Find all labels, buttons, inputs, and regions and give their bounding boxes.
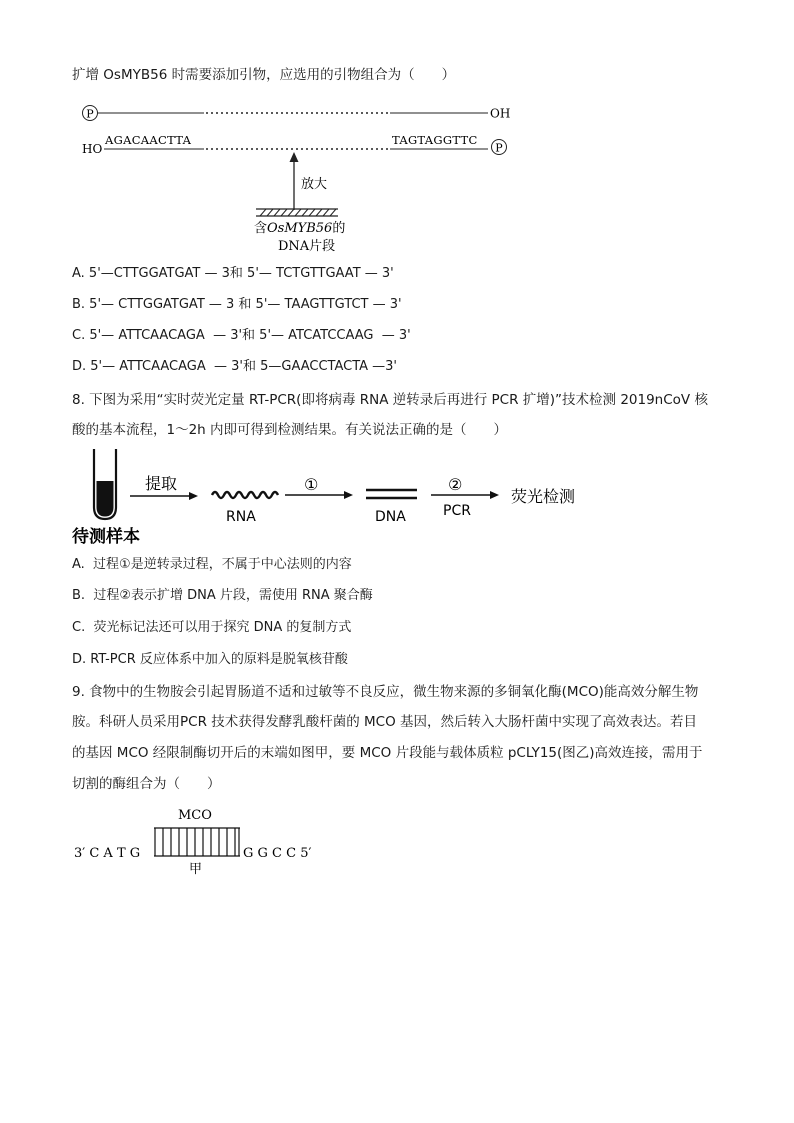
q8-flow-figure xyxy=(70,445,630,550)
q8-option-a: A. 过程①是逆转录过程，不属于中心法则的内容 xyxy=(72,557,352,572)
q7-primer-figure xyxy=(78,98,528,256)
left-sequence: AGACAACTTA xyxy=(105,133,192,147)
top-strand xyxy=(83,106,511,121)
sample-label: 待测样本 xyxy=(72,527,140,547)
q7-option-d: D. 5'— ATTCAACAGA — 3'和 5—GAACCTACTA —3' xyxy=(72,359,397,374)
phosphate-label-2: P xyxy=(495,141,503,155)
q9-mco-figure xyxy=(70,802,350,880)
phosphate-label: P xyxy=(86,107,94,121)
q7-stem: 扩增 OsMYB56 时需要添加引物，应选用的引物组合为（ ） xyxy=(72,67,456,83)
enlarge-arrow xyxy=(290,152,328,210)
dna-fragment-icon xyxy=(256,209,338,216)
extract-label: 提取 xyxy=(145,474,178,493)
q8-stem-line1: 8. 下图为采用“实时荧光定量 RT-PCR(即将病毒 RNA 逆转录后再进行 PCR 扩增)”技术检测 2019nCoV 核 xyxy=(72,392,708,408)
mco-gene-label: MCO xyxy=(178,808,212,823)
left-sticky-end: 3′ C A T G xyxy=(74,846,141,861)
fragment-caption-line2: DNA片段 xyxy=(278,239,336,254)
right-sequence: TAGTAGGTTC xyxy=(392,133,478,147)
rna-wave-icon xyxy=(212,492,278,498)
rna-label: RNA xyxy=(226,509,256,525)
step1-label: ① xyxy=(304,475,319,494)
right-sticky-end: G G C C 5′ xyxy=(243,846,312,861)
oh-label: OH xyxy=(490,106,511,121)
q9-line2: 胺。科研人员采用PCR 技术获得发酵乳酸杆菌的 MCO 基因，然后转入大肠杆菌中实现了高效表达。若目 xyxy=(72,714,698,730)
q8-option-d: D. RT-PCR 反应体系中加入的原料是脱氧核苷酸 xyxy=(72,652,348,667)
dna-label: DNA xyxy=(375,509,406,525)
q7-option-c: C. 5'— ATTCAACAGA — 3'和 5'— ATCATCCAAG — 3' xyxy=(72,328,411,343)
q8-stem-line2: 酸的基本流程，1～2h 内即可得到检测结果。有关说法正确的是（ ） xyxy=(72,422,508,438)
pcr-label: PCR xyxy=(443,503,471,519)
ho-label: HO xyxy=(82,142,103,156)
q8-option-c: C. 荧光标记法还可以用于探究 DNA 的复制方式 xyxy=(72,620,352,635)
detect-label: 荧光检测 xyxy=(511,487,576,506)
test-tube-icon xyxy=(94,449,116,519)
q9-line4: 切割的酶组合为（ ） xyxy=(72,776,221,792)
step2-label: ② xyxy=(448,475,463,494)
enlarge-label: 放大 xyxy=(301,177,328,192)
q7-option-a: A. 5'—CTTGGATGAT — 3和 5'— TCTGTTGAAT — 3' xyxy=(72,266,394,281)
mco-ladder-icon xyxy=(154,828,240,856)
q9-line3: 的基因 MCO 经限制酶切开后的末端如图甲，要 MCO 片段能与载体质粒 pCLY15(图乙)高效连接，需用于 xyxy=(72,745,703,761)
q8-option-b: B. 过程②表示扩增 DNA 片段，需使用 RNA 聚合酶 xyxy=(72,588,373,603)
q7-option-b: B. 5'— CTTGGATGAT — 3 和 5'— TAAGTTGTCT — 3' xyxy=(72,297,402,312)
q9-line1: 9. 食物中的生物胺会引起胃肠道不适和过敏等不良反应，微生物来源的多铜氧化酶(MCO)能高效分解生物 xyxy=(72,684,699,700)
figure-caption: 甲 xyxy=(189,862,203,877)
fragment-caption-line1: 含OsMYB56的 xyxy=(254,221,346,236)
bottom-strand xyxy=(82,133,507,156)
